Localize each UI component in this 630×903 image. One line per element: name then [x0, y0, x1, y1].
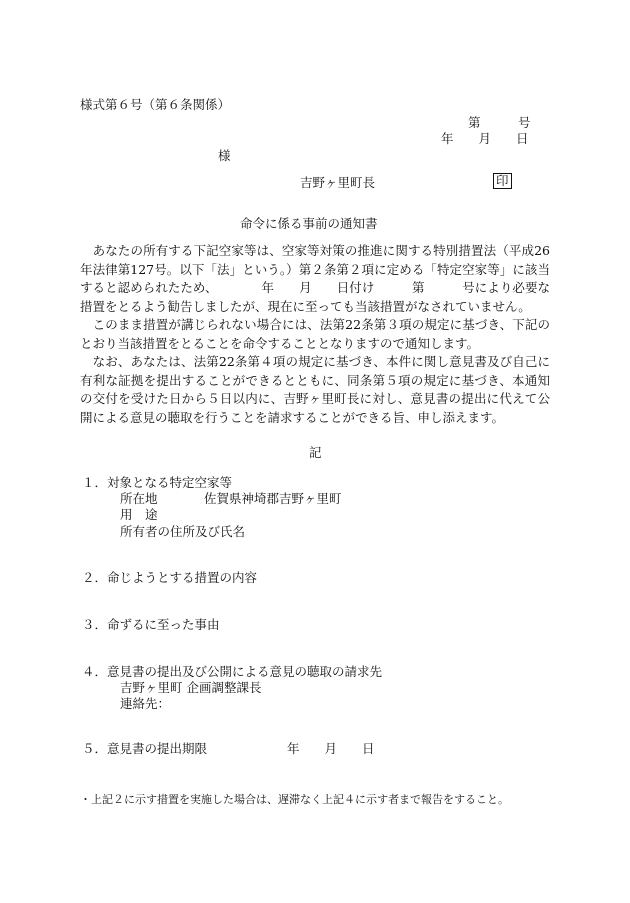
body-paragraph-3: なお、あなたは、法第22条第４項の規定に基づき、本件に関し意見書及び自己に有利な証拠を提出することができるとともに、同条第５項の規定に基づき、本通知の交付を受けた日から５日以内に、吉野ヶ里町長に対し、意見書の提出に代えて公開による意見の聴取を行うことを請求することができる旨、申し添えます。	[80, 354, 550, 425]
item-4-heading: ４．意見書の提出及び公開による意見の聴取の請求先	[82, 664, 383, 679]
addressee-suffix: 様	[218, 148, 231, 163]
item-4-department: 吉野ヶ里町 企画調整課長	[120, 680, 262, 695]
item-1-location-label: 所在地	[120, 491, 158, 506]
seal-stamp	[493, 172, 512, 190]
body-paragraph-1: あなたの所有する下記空家等は、空家等対策の推進に関する特別措置法（平成26年法律第127号。以下「法」という。）第２条第２項に定める「特定空家等」に該当すると認められたため、 年 月 日付け 第 号により必要な措置をとるよう勧告しましたが、現在に至っても当該措置がなされていません。	[80, 243, 550, 314]
item-5-heading: ５．意見書の提出期限	[82, 741, 208, 756]
document-date: 年 月 日	[441, 131, 529, 146]
body-paragraph-2: このまま措置が講じられない場合には、法第22条第３項の規定に基づき、下記のとおり当該措置をとることを命令することとなりますので通知します。	[80, 317, 550, 351]
item-1-use-label: 用 途	[120, 507, 158, 522]
item-1-owner-label: 所有者の住所及び氏名	[120, 524, 246, 539]
ki-heading: 記	[309, 445, 322, 460]
item-4-contact: 連絡先：	[120, 696, 171, 711]
item-3-heading: ３．命ずるに至った事由	[82, 617, 220, 632]
form-label: 様式第６号（第６条関係）	[80, 97, 231, 112]
item-1-heading: １．対象となる特定空家等	[82, 475, 233, 490]
item-5-deadline-date: 年 月 日	[287, 741, 375, 756]
item-2-heading: ２．命じようとする措置の内容	[82, 570, 258, 585]
issuer-name: 吉野ヶ里町長	[300, 175, 376, 190]
document-title: 命令に係る事前の通知書	[240, 216, 378, 231]
item-1-location-value: 佐賀県神埼郡吉野ヶ里町	[204, 491, 342, 506]
footnote: ・上記２に示す措置を実施した場合は、遅滞なく上記４に示す者まで報告をすること。	[80, 793, 509, 806]
seal-label: 印	[493, 173, 512, 189]
document-number: 第 号	[468, 115, 531, 130]
